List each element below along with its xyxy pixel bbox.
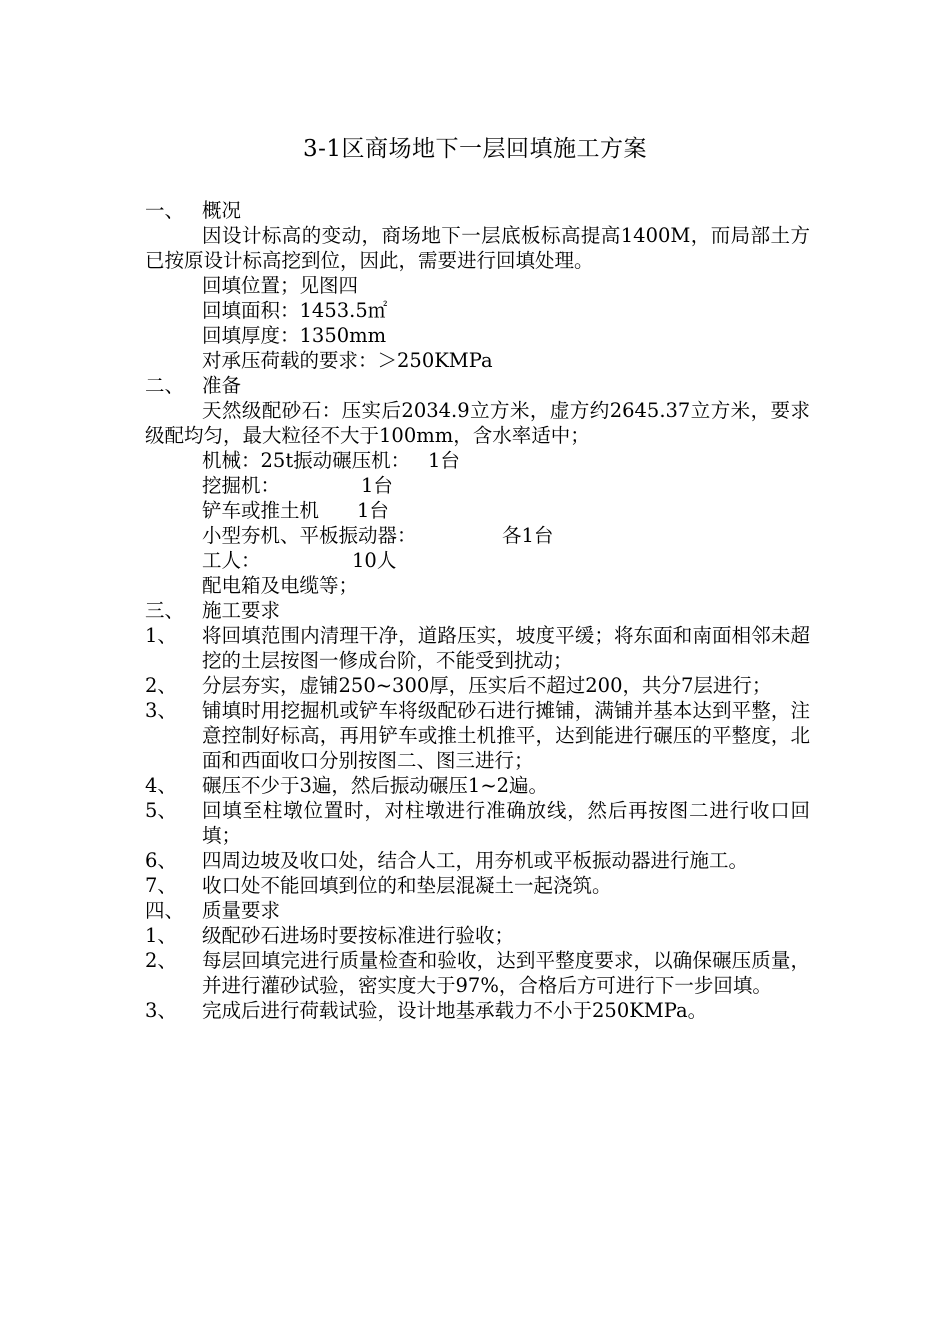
list-text: 铺填时用挖掘机或铲车将级配砂石进行摊铺，满铺并基本达到平整，注意控制好标高，再用铲车或推土机推平，达到能进行碾压的平整度，北面和西面收口分别按图二、图三进行； — [202, 699, 810, 772]
list-item — [145, 773, 810, 798]
overview-paragraph: 因设计标高的变动，商场地下一层底板标高提高1400M，而局部土方已按原设计标高挖到位，因此，需要进行回填处理。 — [145, 224, 810, 272]
list-number: 3、 — [145, 699, 177, 722]
list-number: 6、 — [145, 849, 177, 872]
section-heading-quality — [145, 898, 810, 923]
section-marker: 一、 — [145, 199, 185, 222]
list-number: 1、 — [145, 624, 177, 647]
section-title: 质量要求 — [202, 899, 281, 922]
machine-count: 10人 — [352, 549, 397, 572]
machine-name: 工人： — [202, 549, 261, 572]
list-number: 3、 — [145, 999, 177, 1022]
list-text: 收口处不能回填到位的和垫层混凝土一起浇筑。 — [202, 874, 612, 897]
list-number: 7、 — [145, 874, 177, 897]
machine-line — [145, 498, 810, 523]
list-text: 分层夯实，虚铺250~300厚，压实后不超过200，共分7层进行； — [202, 674, 772, 697]
list-number: 2、 — [145, 674, 177, 697]
section-title: 准备 — [202, 374, 242, 397]
list-text: 回填至柱墩位置时，对柱墩进行准确放线，然后再按图二进行收口回填； — [202, 799, 810, 847]
list-text: 每层回填完进行质量检查和验收，达到平整度要求，以确保碾压质量，并进行灌砂试验，密实度大于97%，合格后方可进行下一步回填。 — [202, 949, 810, 997]
list-item — [145, 848, 810, 873]
list-item — [145, 873, 810, 898]
section-title: 施工要求 — [202, 599, 281, 622]
list-number: 5、 — [145, 799, 177, 822]
machine-line — [145, 523, 810, 548]
list-item — [145, 698, 810, 773]
backfill-area: 回填面积：1453.5㎡ — [202, 299, 388, 322]
backfill-thickness: 回填厚度：1350mm — [202, 324, 387, 347]
list-item — [145, 998, 810, 1023]
section-heading-preparation — [145, 373, 810, 398]
list-text: 碾压不少于3遍，然后振动碾压1~2遍。 — [202, 774, 549, 797]
material-paragraph: 天然级配砂石：压实后2034.9立方米，虚方约2645.37立方米，要求级配均匀，最大粒径不大于100mm，含水率适中； — [145, 399, 810, 447]
machine-line — [145, 548, 810, 573]
machine-line — [145, 473, 810, 498]
machine-name: 挖掘机： — [202, 474, 281, 497]
section-title: 概况 — [202, 199, 242, 222]
load-requirement: 对承压荷载的要求：＞250KMPa — [202, 349, 493, 372]
machine-name: 小型夯机、平板振动器： — [202, 524, 417, 547]
list-item — [145, 623, 810, 673]
machine-count: 1台 — [357, 499, 389, 522]
section-heading-overview — [145, 198, 810, 223]
document-body — [145, 198, 810, 1023]
list-text: 级配砂石进场时要按标准进行验收； — [202, 924, 515, 947]
list-text: 完成后进行荷载试验，设计地基承载力不小于250KMPa。 — [202, 999, 708, 1022]
list-item — [145, 673, 810, 698]
machine-count: 1台 — [428, 449, 460, 472]
machine-name: 铲车或推土机 — [202, 499, 320, 522]
machine-name: 机械：25t振动碾压机： — [202, 449, 411, 472]
list-text: 四周边坡及收口处，结合人工，用夯机或平板振动器进行施工。 — [202, 849, 749, 872]
document-title: 3-1区商场地下一层回填施工方案 — [302, 136, 648, 162]
machine-count: 各1台 — [502, 524, 554, 547]
section-marker: 二、 — [145, 374, 185, 397]
equipment-tail: 配电箱及电缆等； — [202, 574, 359, 597]
machine-count: 1台 — [361, 474, 393, 497]
list-text: 将回填范围内清理干净，道路压实，坡度平缓；将东面和南面相邻未超挖的土层按图一修成台阶，不能受到扰动； — [202, 624, 810, 672]
list-number: 1、 — [145, 924, 177, 947]
list-item — [145, 923, 810, 948]
list-number: 2、 — [145, 949, 177, 972]
backfill-location: 回填位置；见图四 — [202, 274, 359, 297]
list-number: 4、 — [145, 774, 177, 797]
machine-line — [145, 448, 810, 473]
list-item — [145, 948, 810, 998]
section-marker: 四、 — [145, 899, 185, 922]
section-heading-construction — [145, 598, 810, 623]
section-marker: 三、 — [145, 599, 185, 622]
list-item — [145, 798, 810, 848]
